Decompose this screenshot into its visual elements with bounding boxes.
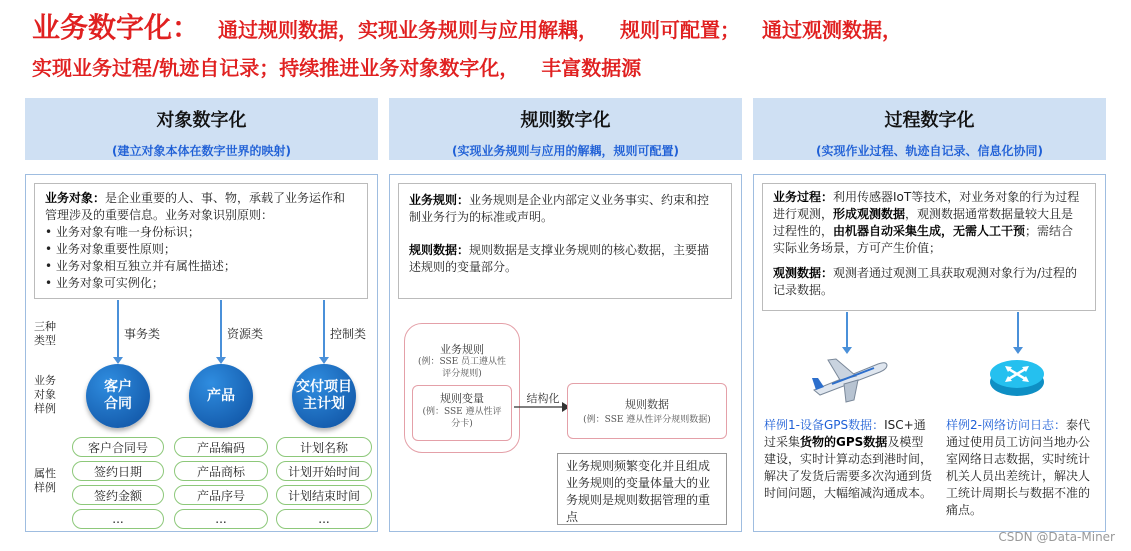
row-label-samples: 业务 对象 样例 <box>34 374 56 415</box>
column-header-object <box>25 98 378 160</box>
column-subtitle: (建立对象本体在数字世界的映射) <box>112 144 291 158</box>
object-definition-box <box>34 183 368 299</box>
observe-text: 观测者通过观测工具获取观测对象行为/过程的记录数据。 <box>773 266 1078 297</box>
example-text: 泰代通过使用员工访问当地办公室网络日志数据，实时统计机关人员出差统计，解决人工统计周期长与数据不准的痛点。 <box>946 418 1091 517</box>
attr-pill: ... <box>276 509 372 529</box>
rule-variable-sub: (例：SSE 遵从性评分卡) <box>422 407 502 429</box>
object-bullet: • 业务对象重要性原则； <box>45 242 176 256</box>
observe-label: 观测数据： <box>773 266 834 280</box>
process-text: ；需结合实际业务场景，方可产生价值； <box>773 224 1074 255</box>
object-intro-text: 是企业重要的人、事、物，承载了业务运作和管理涉及的重要信息。业务对象识别原则： <box>45 191 346 222</box>
wing-bottom <box>844 380 858 402</box>
attr-pill: 签约日期 <box>72 461 164 481</box>
process-bold: 形成观测数据 <box>833 207 906 221</box>
arrow-down <box>220 300 222 358</box>
arrow-down <box>323 300 325 358</box>
rule-diagram-title: 业务规则 <box>440 343 484 356</box>
rule-definition-box <box>398 183 732 299</box>
example-head: 样例2-网络访问日志： <box>946 418 1066 432</box>
rule-data-sub: (例：SSE 遵从性评分规则数据) <box>583 415 711 425</box>
attr-pill: ... <box>174 509 268 529</box>
column-header-process <box>753 98 1106 160</box>
row-label-attrs: 属性 样例 <box>34 467 56 494</box>
process-bold: 由机器自动采集生成，无需人工干预 <box>833 224 1026 238</box>
example-text: ISC+通过采集 <box>764 418 926 449</box>
arrow-down <box>846 312 848 348</box>
attr-pill: 产品编码 <box>174 437 268 457</box>
attr-pill: 计划名称 <box>276 437 372 457</box>
attr-pill: 计划结束时间 <box>276 485 372 505</box>
router-icon <box>988 352 1046 400</box>
column-title: 对象数字化 <box>156 110 247 131</box>
attr-pill: 客户合同号 <box>72 437 164 457</box>
example-text: 及模型建设，实时计算动态到港时间，解决了发货后需要多次沟通到货时间问题，大幅缩减沟通成本。 <box>764 435 933 500</box>
rule-text: 业务规则是企业内部定义业务事实、约束和控制业务行为的标准或声明。 <box>409 193 710 224</box>
airplane-icon <box>810 350 890 405</box>
type-label: 资源类 <box>227 327 264 341</box>
process-text: 利用传感器IoT等技术，对业务对象的行为过程进行观测， <box>773 190 1080 221</box>
attr-pill: 产品序号 <box>174 485 268 505</box>
column-subtitle: (实现作业过程、轨迹自记录、信息化协同) <box>816 144 1043 158</box>
object-bullet: • 业务对象有唯一身份标识； <box>45 225 200 239</box>
object-circle-product: 产品 <box>189 364 253 428</box>
attr-pill: ... <box>72 509 164 529</box>
headline-part: 规则可配置； <box>620 18 741 42</box>
headline-line-1 <box>32 6 902 46</box>
column-header-rule <box>389 98 742 160</box>
process-text: ，观测数据通常数据量较大且是过程性的， <box>773 207 1074 238</box>
rule-data-label: 规则数据： <box>409 243 470 257</box>
headline-line-2 <box>32 52 641 81</box>
type-label: 控制类 <box>330 327 367 341</box>
arrow-down <box>117 300 119 358</box>
attr-pill: 计划开始时间 <box>276 461 372 481</box>
rule-data-text: 规则数据是支撑业务规则的核心数据，主要描述规则的变量部分。 <box>409 243 710 274</box>
example-bold: 货物的GPS数据 <box>800 435 888 449</box>
rule-diagram-sub: (例：SSE 员工遵从性评分规则) <box>417 357 507 379</box>
type-label: 事务类 <box>124 327 161 341</box>
object-circle-contract: 客户 合同 <box>86 364 150 428</box>
example-gps <box>760 415 938 519</box>
arrow-down <box>1017 312 1019 348</box>
column-title: 过程数字化 <box>884 110 975 131</box>
example-head: 样例1-设备GPS数据： <box>764 418 885 432</box>
headline-part: 通过规则数据，实现业务规则与应用解耦， <box>218 18 599 42</box>
watermark: CSDN @Data-Miner <box>998 530 1115 544</box>
rule-data-title: 规则数据 <box>625 398 669 411</box>
structure-label: 结构化 <box>526 392 560 405</box>
process-definition-box <box>762 183 1096 311</box>
object-intro-label: 业务对象： <box>45 191 106 205</box>
headline-title: 业务数字化： <box>32 11 201 44</box>
process-label: 业务过程： <box>773 190 834 204</box>
attr-pill: 产品商标 <box>174 461 268 481</box>
attr-pill: 签约金额 <box>72 485 164 505</box>
object-bullet: • 业务对象相互独立并有属性描述； <box>45 259 236 273</box>
row-label-types: 三种 类型 <box>34 320 56 347</box>
column-subtitle: (实现业务规则与应用的解耦，规则可配置) <box>452 144 679 158</box>
headline-part: 实现业务过程/轨迹自记录；持续推进业务对象数字化， <box>32 56 520 80</box>
headline-part: 丰富数据源 <box>541 56 642 80</box>
rule-note: 业务规则频繁变化并且组成业务规则的变量体量大的业务规则是规则数据管理的重点 <box>557 453 727 525</box>
example-log <box>942 415 1100 519</box>
rule-label: 业务规则： <box>409 193 470 207</box>
rule-variable-title: 规则变量 <box>440 392 484 405</box>
headline-part: 通过观测数据， <box>762 18 903 42</box>
object-circle-plan: 交付项目 主计划 <box>292 364 356 428</box>
column-title: 规则数字化 <box>520 110 611 131</box>
object-bullet: • 业务对象可实例化； <box>45 276 164 290</box>
